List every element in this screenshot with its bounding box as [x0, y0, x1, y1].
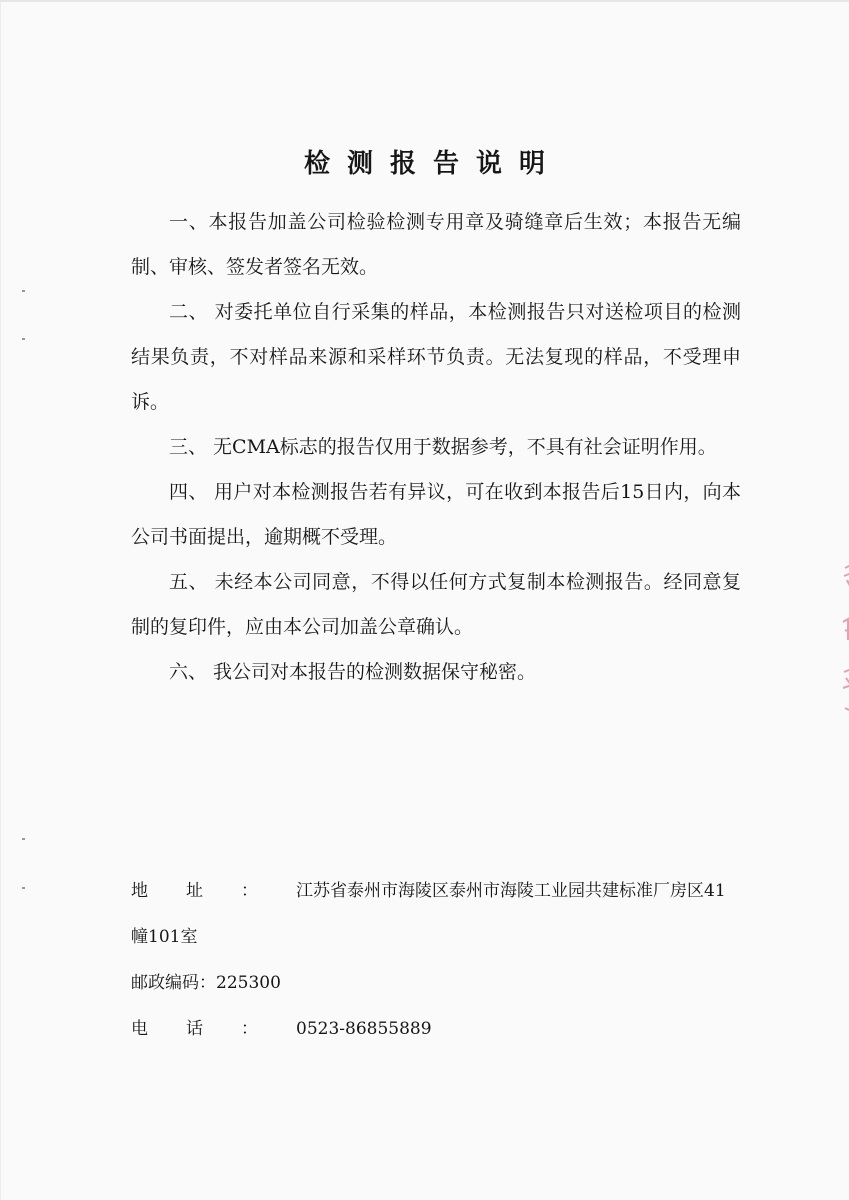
postcode-label: 邮政编码：	[131, 973, 216, 993]
scan-mark	[22, 338, 25, 340]
phone-label: 电话：	[131, 1019, 296, 1039]
scan-mark	[22, 838, 25, 840]
address-line	[131, 868, 751, 914]
phone-line	[131, 1006, 751, 1052]
postcode-value: 225300	[216, 973, 281, 993]
terms-list	[131, 200, 741, 695]
postcode-line	[131, 960, 751, 1006]
scan-mark	[22, 887, 25, 889]
terms-item-6: 六、 我公司对本报告的检测数据保守秘密。	[169, 661, 537, 683]
address-label: 地址：	[131, 881, 296, 901]
seam-seal-fragment	[839, 560, 849, 720]
address-line-cont	[131, 914, 751, 960]
terms-item-5: 五、 未经本公司同意，不得以任何方式复制本检测报告。经同意复制的复印件，应由本公司加盖公章确认。	[131, 571, 741, 638]
page-title: 检测报告说明	[303, 149, 562, 179]
scan-mark	[22, 290, 25, 292]
terms-item-4: 四、 用户对本检测报告若有异议，可在收到本报告后15日内，向本公司书面提出，逾期概不受理。	[131, 481, 741, 548]
terms-item-1: 一、本报告加盖公司检验检测专用章及骑缝章后生效；本报告无编制、审核、签发者签名无效。	[131, 211, 741, 278]
terms-item-2: 二、 对委托单位自行采集的样品，本检测报告只对送检项目的检测结果负责，不对样品来源和采样环节负责。无法复现的样品，不受理申诉。	[131, 301, 741, 413]
contact-block	[131, 868, 751, 1052]
address-value: 江苏省泰州市海陵区泰州市海陵工业园共建标准厂房区41	[296, 881, 726, 901]
phone-value: 0523-86855889	[296, 1019, 432, 1039]
address-value-cont: 幢101室	[131, 927, 198, 947]
terms-item-3: 三、 无CMA标志的报告仅用于数据参考，不具有社会证明作用。	[169, 436, 717, 458]
